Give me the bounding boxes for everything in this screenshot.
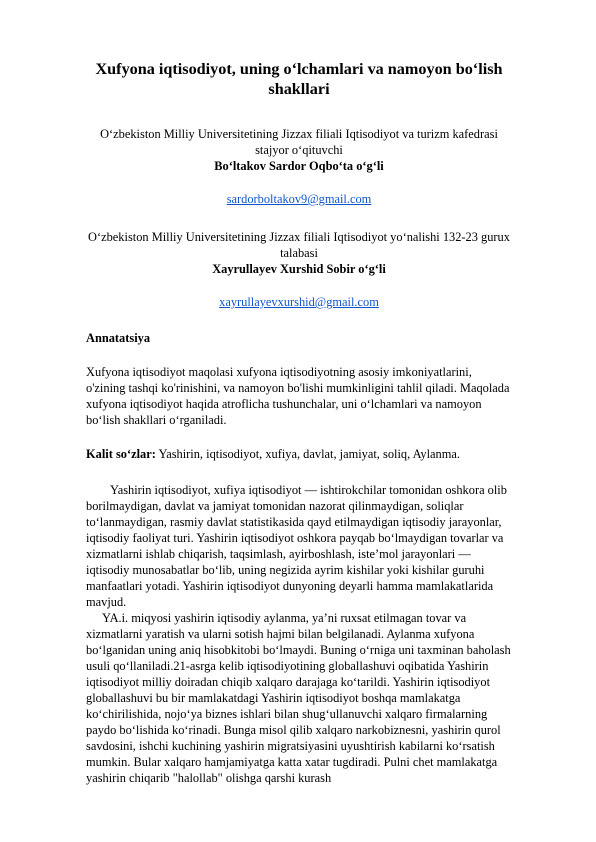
author1-email-link[interactable]: sardorboltakov9@gmail.com [226,192,372,206]
paper-title: Xufyona iqtisodiyot, uning o‘lchamlari va namoyon bo‘lish shakllari [95,60,503,98]
body-paragraph-1: Yashirin iqtisodiyot, xufiya iqtisodiyot — ishtirokchilar tomonidan oshkora olib borilmaydigan, davlat va jamiyat tomonidan nazorat qilinmaydigan, soliqlar to‘lanmaydigan, rasmiy davlat statistikasida qayd etilmaydigan iqtisodiy jarayonlar, iqtisodiy faoliyat turi. Yashirin iqtisodiyot oshkora payqab bo‘lmaydigan tovarlar va xizmatlarni ishlab chiqarish, taqsimlash, ayirboshlash, iste’mol jarayonlari — iqtisodiy munosabatlar bo‘lib, uning negizida ayrim kishilar yoki kishilar guruhi manfaatlari yotadi. Yashirin iqtisodiyot dunyoning deyarli hamma mamlakatlarida mavjud. [86,483,507,609]
keywords-line [86,446,512,462]
author2-email-link[interactable]: xayrullayevxurshid@gmail.com [219,295,379,309]
keywords-label: Kalit so‘zlar: [86,447,156,461]
abstract-heading: Annatatsiya [86,331,151,345]
author1-affiliation: O‘zbekiston Milliy Universitetining Jizzax filiali Iqtisodiyot va turizm kafedrasi stajyor o‘qituvchi [100,127,498,157]
abstract-text: Xufyona iqtisodiyot maqolasi xufyona iqtisodiyotning asosiy imkoniyatlarini, o'zining tashqi ko'rinishini, va namoyon bo'lishi mumkinligini tahlil qiladi. Maqolada xufyona iqtisodiyot haqida atroflicha tushunchalar, uni o‘lchamlari va namoyon bo‘lish shakllari o‘rganiladi. [86,365,510,427]
author2-affiliation: O‘zbekiston Milliy Universitetining Jizzax filiali Iqtisodiyot yo‘nalishi 132-23 gurux talabasi [88,230,510,260]
author1-name: Bo‘ltakov Sardor Oqbo‘ta o‘g‘li [214,159,384,173]
author2-name: Xayrullayev Xurshid Sobir o‘g‘li [212,262,386,276]
author1-email [86,191,512,207]
keywords-text: Yashirin, iqtisodiyot, xufiya, davlat, jamiyat, soliq, Aylanma. [155,447,460,461]
author2-email [86,294,512,310]
body-paragraph-2: YA.i. miqyosi yashirin iqtisodiy aylanma, ya’ni ruxsat etilmagan tovar va xizmatlarni yaratish va ularni sotish hajmi bilan belgilanadi. Aylanma xufyona bo‘lganidan uning aniq hisobkitobi bo‘lmaydi. Buning o‘rniga uni taxminan baholash usuli qo‘llaniladi.21-asrga kelib iqtisodiyotining globallashuvi oqibatida Yashirin iqtisodiyot milliy doiradan chiqib xalqaro darajaga ko‘tarildi. Yashirin iqtisodiyot globallashuvi bu bir mamlakatdagi Yashirin iqtisodiyot boshqa mamlakatga ko‘chirilishida, nojo‘ya biznes ishlari bilan shug‘ullanuvchi xalqaro firmalarning paydo bo‘lishida ko‘rinadi. Bunga misol qilib xalqaro narkobiznesni, yashirin qurol savdosini, ishchi kuchining yashirin migratsiyasini uyushtirish kabilarni ko‘rsatish mumkin. Bular xalqaro hamjamiyatga katta xatar tugdiradi. Pulni chet mamlakatga yashirin chiqarib "halollab" olishga qarshi kurash [86,611,511,785]
